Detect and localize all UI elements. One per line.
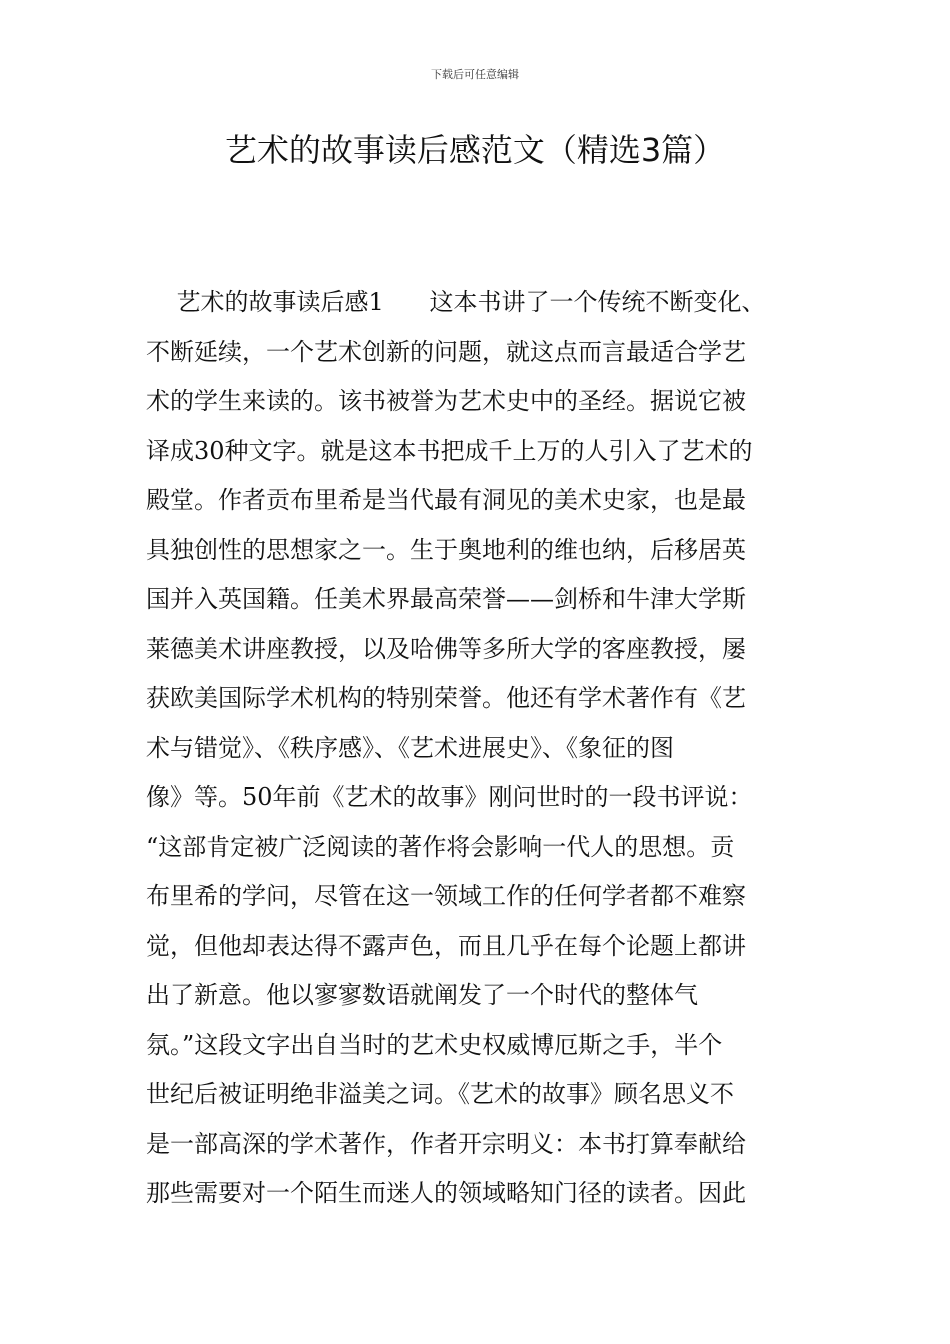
body-line: 是一部高深的学术著作，作者开宗明义：本书打算奉献给 [146, 1129, 746, 1158]
body-line: 像》等。50年前《艺术的故事》刚问世时的一段书评说： [146, 783, 753, 811]
body-line: 艺术的故事读后感1 这本书讲了一个传统不断变化、 [146, 288, 766, 316]
body-line: 世纪后被证明绝非溢美之词。《艺术的故事》顾名思义不 [146, 1080, 734, 1108]
body-line: 殿堂。作者贡布里希是当代最有洞见的美术史家，也是最 [146, 486, 746, 514]
body-line: 布里希的学问，尽管在这一领域工作的任何学者都不难察 [146, 882, 746, 910]
body-line: 获欧美国际学术机构的特别荣誉。他还有学术著作有《艺 [146, 684, 746, 712]
body-line: 不断延续，一个艺术创新的问题，就这点而言最适合学艺 [146, 337, 746, 366]
body-line: 术的学生来读的。该书被誉为艺术史中的圣经。据说它被 [146, 387, 746, 415]
header-note: 下载后可任意编辑 [431, 68, 519, 81]
document-body [146, 278, 846, 1219]
body-line: 国并入英国籍。任美术界最高荣誉——剑桥和牛津大学斯 [146, 585, 746, 613]
body-line: “这部肯定被广泛阅读的著作将会影响一代人的思想。贡 [146, 832, 735, 861]
body-line: 那些需要对一个陌生而迷人的领域略知门径的读者。因此 [146, 1179, 746, 1207]
body-line: 觉，但他却表达得不露声色，而且几乎在每个论题上都讲 [146, 931, 746, 960]
document-title: 艺术的故事读后感范文（精选3篇） [224, 131, 726, 169]
body-line: 莱德美术讲座教授，以及哈佛等多所大学的客座教授，屡 [146, 634, 746, 663]
body-line: 译成30种文字。就是这本书把成千上万的人引入了艺术的 [146, 436, 753, 465]
body-line: 术与错觉》、《秩序感》、《艺术进展史》、《象征的图 [146, 733, 674, 762]
body-line: 出了新意。他以寥寥数语就阐发了一个时代的整体气 [146, 981, 698, 1009]
body-line: 具独创性的思想家之一。生于奥地利的维也纳，后移居英 [146, 535, 746, 564]
body-line: 氛。”这段文字出自当时的艺术史权威博厄斯之手，半个 [146, 1030, 723, 1059]
